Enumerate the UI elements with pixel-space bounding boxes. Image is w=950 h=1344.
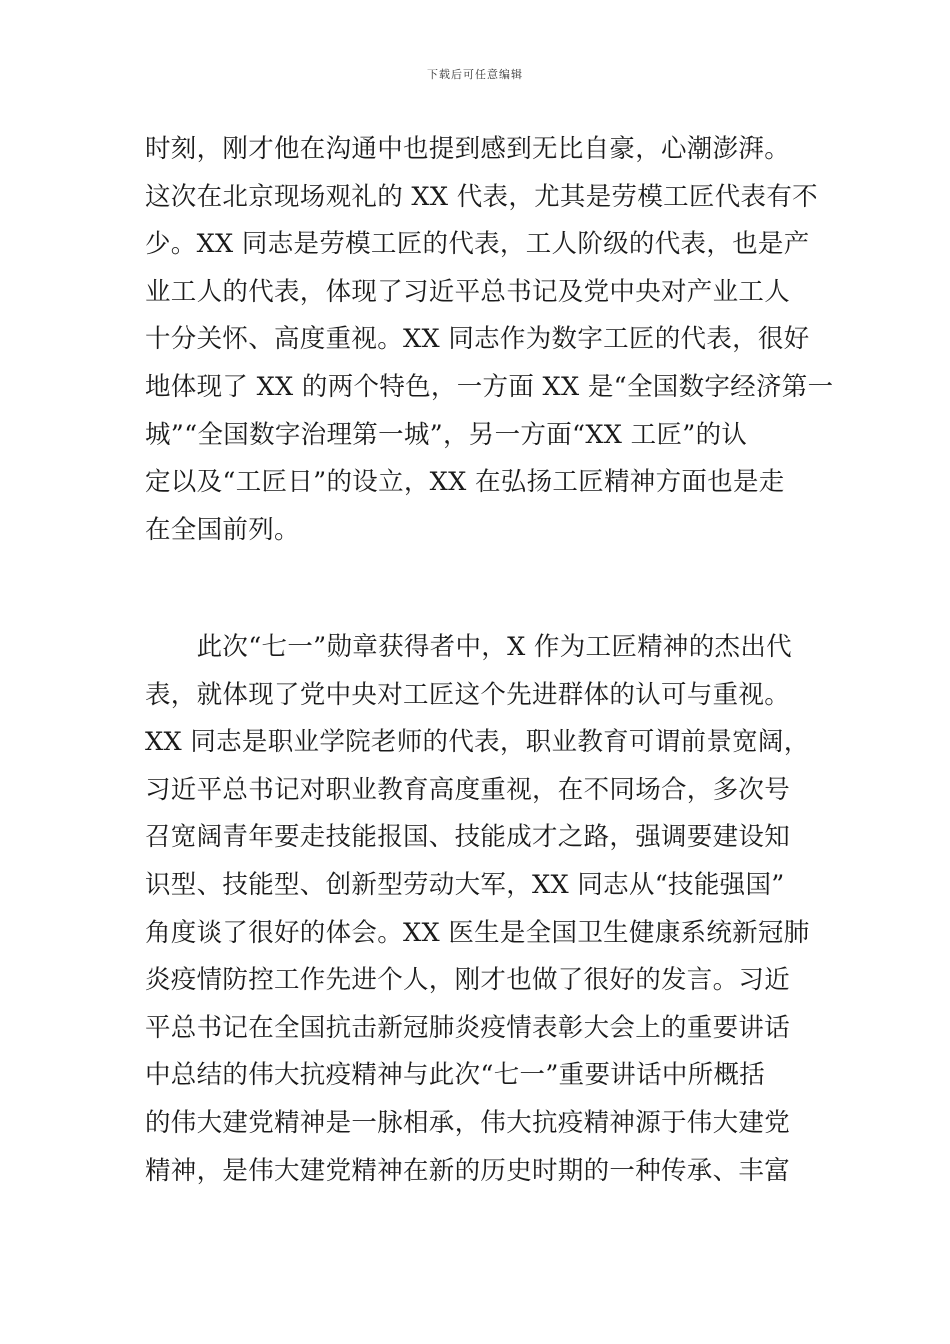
text-line: 召宽阔青年要走技能报国、技能成才之路，强调要建设知 [145,822,791,853]
text-line: 十分关怀、高度重视。XX 同志作为数字工匠的代表，很好 [145,324,810,355]
text-line: 城”“全国数字治理第一城”，另一方面“XX 工匠”的认 [145,419,748,450]
text-line: 角度谈了很好的体会。XX 医生是全国卫生健康系统新冠肺 [145,917,810,948]
page-header: 下载后可任意编辑 [427,68,523,81]
text-line: 平总书记在全国抗击新冠肺炎疫情表彰大会上的重要讲话 [145,1012,791,1043]
text-line: 炎疫情防控工作先进个人，刚才也做了很好的发言。习近 [145,965,791,996]
text-line: 中总结的伟大抗疫精神与此次“七一”重要讲话中所概括 [145,1060,766,1091]
text-line: 习近平总书记对职业教育高度重视，在不同场合，多次号 [145,774,791,805]
text-line: 识型、技能型、创新型劳动大军，XX 同志从“技能强国” [145,869,785,900]
text-line: 时刻，刚才他在沟通中也提到感到无比自豪，心潮澎湃。 [145,134,791,164]
text-line: XX 同志是职业学院老师的代表，职业教育可谓前景宽阔， [145,727,810,758]
paragraph-1 [145,126,835,554]
text-line: 此次“七一”勋章获得者中，X 作为工匠精神的杰出代 [145,632,792,662]
text-line: 这次在北京现场观礼的 XX 代表，尤其是劳模工匠代表有不 [145,181,818,212]
text-line: 业工人的代表，体现了习近平总书记及党中央对产业工人 [145,276,791,307]
paragraph-2 [145,624,835,1195]
text-line: 定以及“工匠日”的设立，XX 在弘扬工匠精神方面也是走 [145,467,785,498]
text-line: 表，就体现了党中央对工匠这个先进群体的认可与重视。 [145,679,791,710]
text-line: 精神，是伟大建党精神在新的历史时期的一种传承、丰富 [145,1155,791,1186]
text-line: 的伟大建党精神是一脉相承，伟大抗疫精神源于伟大建党 [145,1107,791,1138]
text-line: 在全国前列。 [145,514,300,545]
text-line: 地体现了 XX 的两个特色，一方面 XX 是“全国数字经济第一 [145,371,834,402]
text-line: 少。XX 同志是劳模工匠的代表，工人阶级的代表，也是产 [145,229,810,260]
